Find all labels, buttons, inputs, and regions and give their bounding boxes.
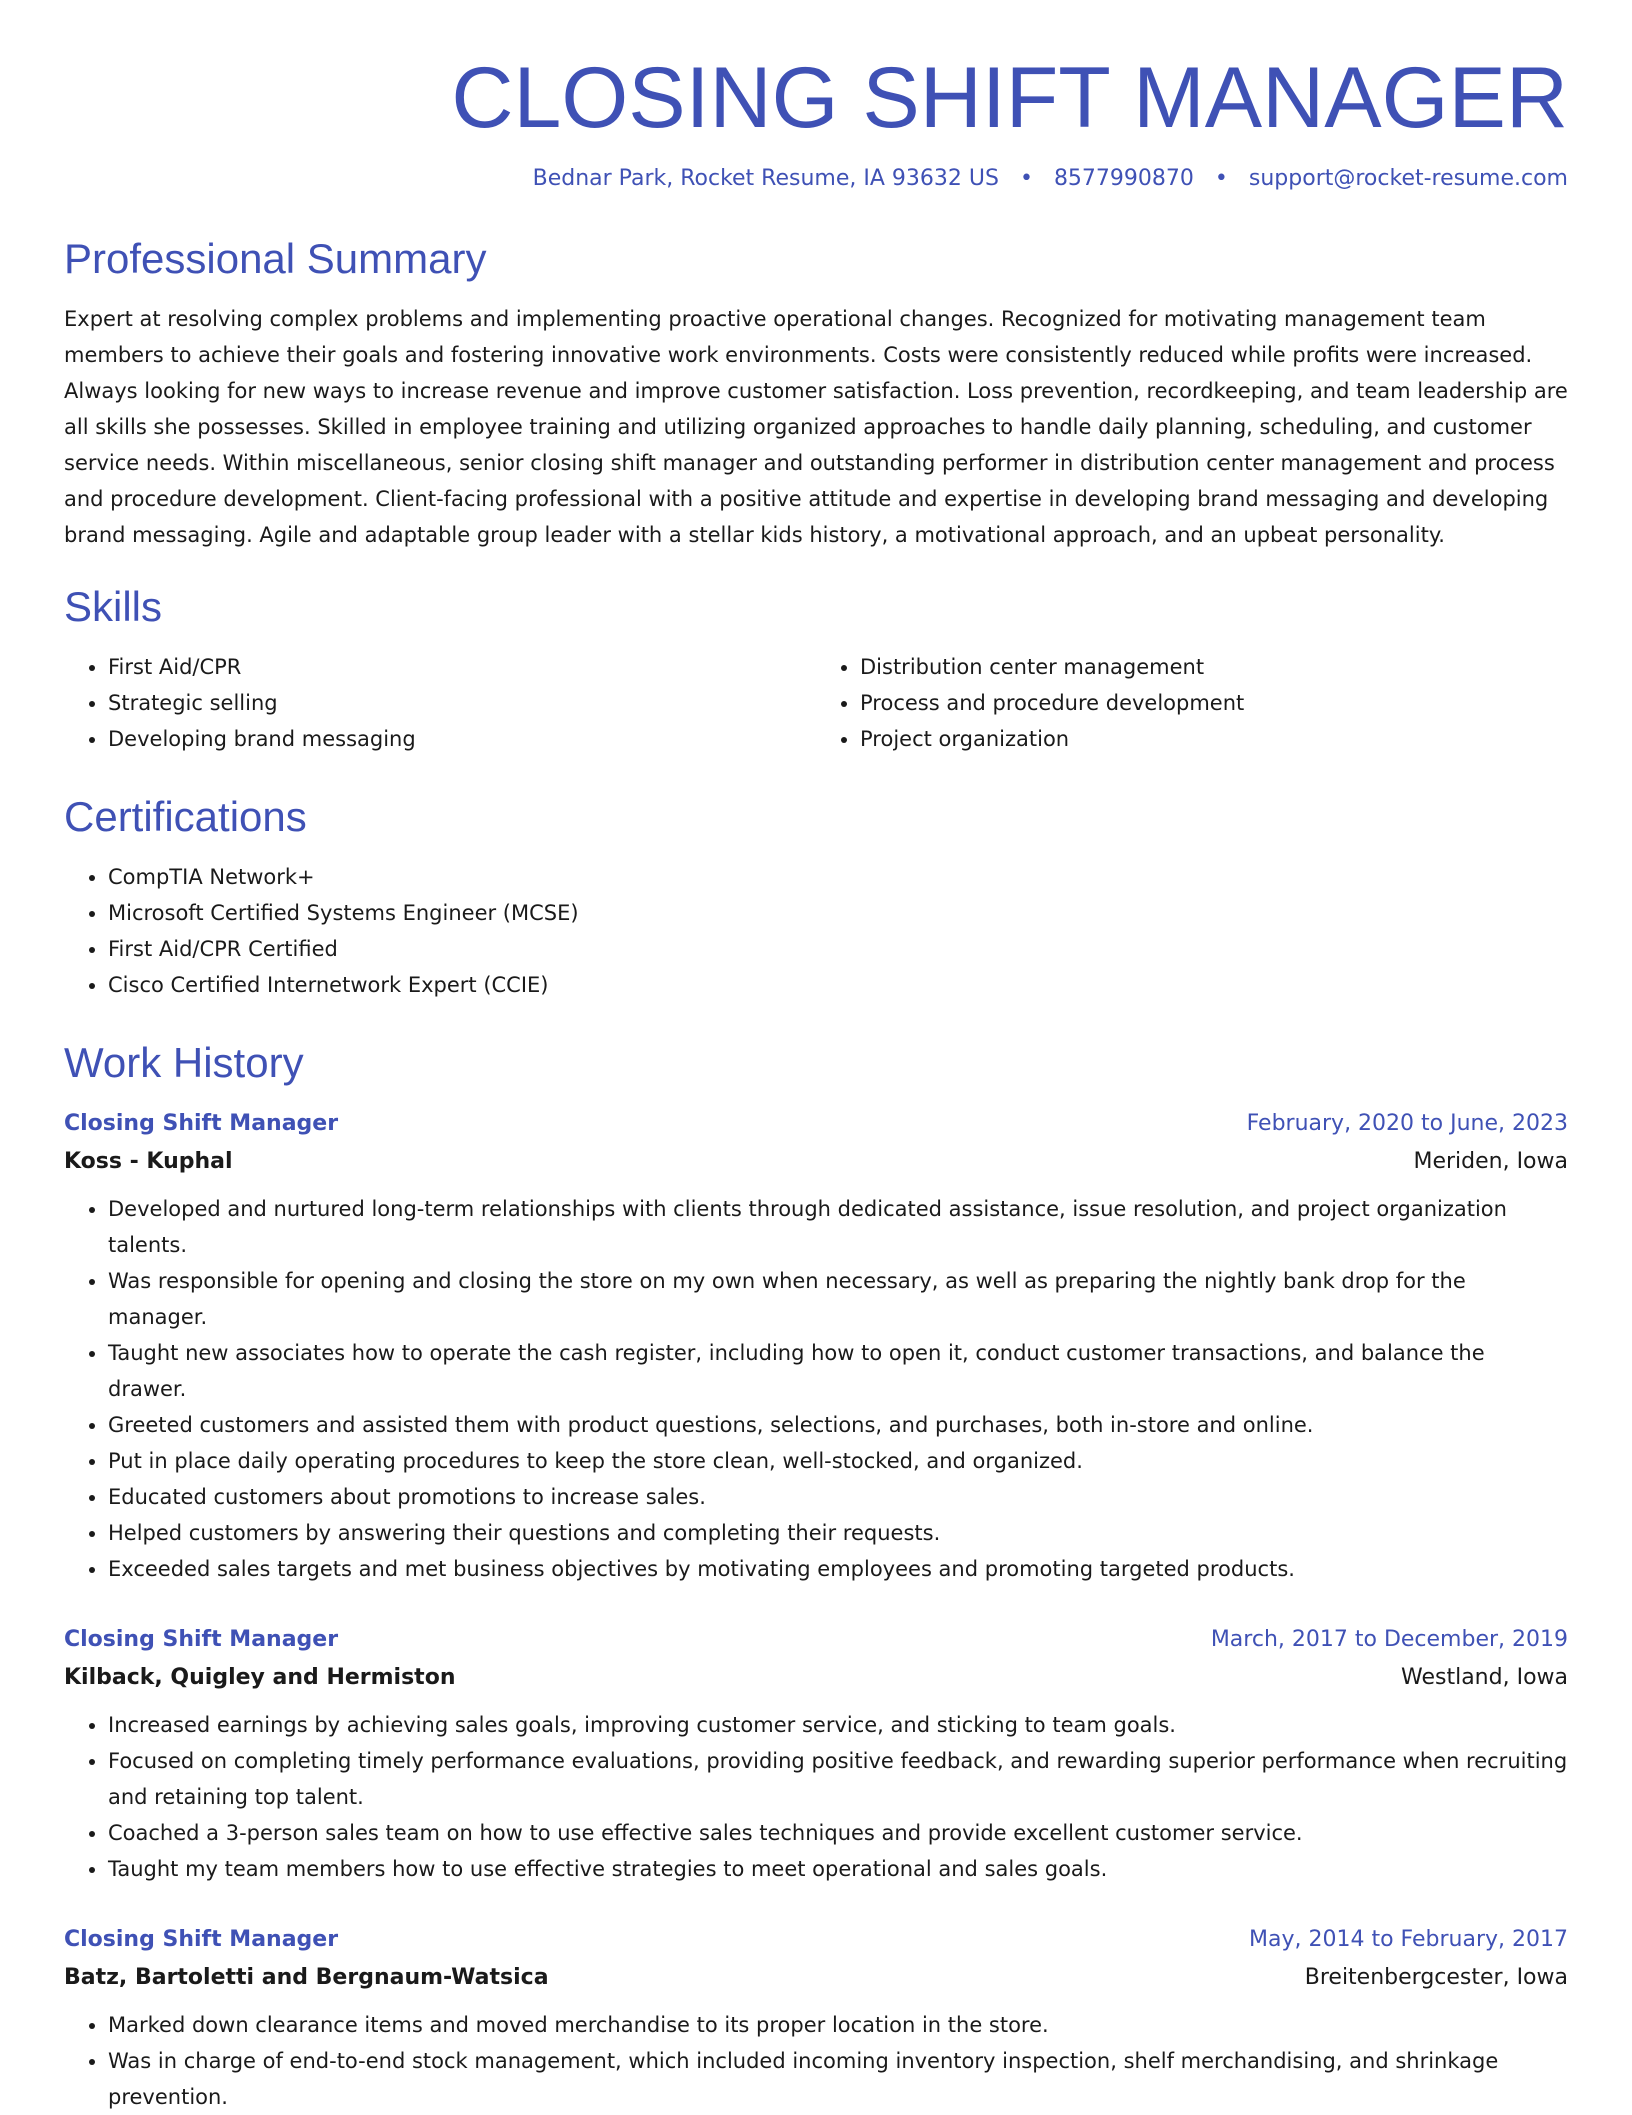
job-bullet: • Put in place daily operating procedures to keep the store clean, well-stocked, and organized. bbox=[108, 1443, 1568, 1479]
skill-item: • Developing brand messaging bbox=[108, 721, 816, 757]
job-bullet: • Greeted customers and assisted them with product questions, selections, and purchases, both in-store and online. bbox=[108, 1407, 1568, 1443]
contact-address: Bednar Park, Rocket Resume, IA 93632 US bbox=[532, 166, 999, 191]
certifications-list bbox=[64, 859, 1568, 1003]
certification-item: • First Aid/CPR Certified bbox=[108, 931, 1568, 967]
skill-item: • Project organization bbox=[860, 721, 1568, 757]
skill-item: • Distribution center management bbox=[860, 649, 1568, 685]
certifications-title: Certifications bbox=[64, 793, 307, 840]
job-location: Meriden, Iowa bbox=[1413, 1149, 1568, 1174]
job-bullet: • Was in charge of end-to-end stock management, which included incoming inventory inspection, shelf merchandising, and shrinkage prevention. bbox=[108, 2043, 1568, 2115]
summary-text: Expert at resolving complex problems and implementing proactive operational changes. Recognized for motivating management team members to achieve their goals and fostering innovative work environments. Costs were consistently reduced while profits were increased. Always looking for new ways to increase revenue and improve customer satisfaction. Loss prevention, recordkeeping, and team leadership are all skills she possesses. Skilled in employee training and utilizing organized approaches to handle daily planning, scheduling, and customer service needs. Within miscellaneous, senior closing shift manager and outstanding performer in distribution center management and process and procedure development. Client-facing professional with a positive attitude and expertise in developing brand messaging and developing brand messaging. Agile and adaptable group leader with a stellar kids history, a motivational approach, and an upbeat personality. bbox=[64, 307, 1568, 547]
job-bullet: • Was responsible for opening and closing the store on my own when necessary, as well as preparing the nightly bank drop for the manager. bbox=[108, 1263, 1568, 1335]
job-bullet: • Marked down clearance items and moved merchandise to its proper location in the store. bbox=[108, 2007, 1568, 2043]
job-dates: February, 2020 to June, 2023 bbox=[1246, 1111, 1568, 1136]
job-bullet: • Taught new associates how to operate the cash register, including how to open it, conduct customer transactions, and balance the drawer. bbox=[108, 1335, 1568, 1407]
job-bullets bbox=[64, 1191, 1568, 1587]
job-location: Breitenbergcester, Iowa bbox=[1304, 1965, 1568, 1990]
job-bullet: • Educated customers about promotions to increase sales. bbox=[108, 1479, 1568, 1515]
job-location: Westland, Iowa bbox=[1401, 1665, 1568, 1690]
job-entry bbox=[64, 1621, 1568, 1887]
skills-list bbox=[64, 649, 1568, 757]
contact-phone: 8577990870 bbox=[1053, 166, 1194, 191]
job-entry bbox=[64, 1105, 1568, 1587]
certification-item: • Cisco Certified Internetwork Expert (CCIE) bbox=[108, 967, 1568, 1003]
contact-separator: • bbox=[1214, 166, 1228, 191]
summary-title: Professional Summary bbox=[64, 235, 487, 282]
work-history-title: Work History bbox=[64, 1039, 304, 1086]
job-title: Closing Shift Manager bbox=[64, 1927, 339, 1952]
job-dates: May, 2014 to February, 2017 bbox=[1249, 1927, 1568, 1952]
job-header-row bbox=[64, 1621, 1568, 1659]
job-company-row bbox=[64, 1659, 1568, 1697]
job-bullet: • Increased earnings by achieving sales goals, improving customer service, and sticking to team goals. bbox=[108, 1707, 1568, 1743]
job-company: Batz, Bartoletti and Bergnaum-Watsica bbox=[64, 1965, 549, 1990]
job-header-row bbox=[64, 1921, 1568, 1959]
job-bullets bbox=[64, 1707, 1568, 1887]
job-company-row bbox=[64, 1143, 1568, 1181]
job-bullet: • Taught my team members how to use effective strategies to meet operational and sales goals. bbox=[108, 1851, 1568, 1887]
job-bullet: • Coached a 3-person sales team on how to use effective sales techniques and provide excellent customer service. bbox=[108, 1815, 1568, 1851]
job-bullet: • Focused on completing timely performance evaluations, providing positive feedback, and rewarding superior performance when recruiting and retaining top talent. bbox=[108, 1743, 1568, 1815]
job-title: Closing Shift Manager bbox=[64, 1627, 339, 1652]
certification-item: • CompTIA Network+ bbox=[108, 859, 1568, 895]
job-bullet: • Exceeded sales targets and met business objectives by motivating employees and promoting targeted products. bbox=[108, 1551, 1568, 1587]
resume-name: CLOSING SHIFT MANAGER bbox=[451, 50, 1568, 146]
job-bullet: • Helped customers by answering their questions and completing their requests. bbox=[108, 1515, 1568, 1551]
skill-item: • Process and procedure development bbox=[860, 685, 1568, 721]
job-company-row bbox=[64, 1959, 1568, 1997]
job-bullet: • Developed and nurtured long-term relationships with clients through dedicated assistance, issue resolution, and project organization talents. bbox=[108, 1191, 1568, 1263]
contact-email[interactable]: support@rocket-resume.com bbox=[1248, 166, 1568, 191]
job-bullets bbox=[64, 2007, 1568, 2115]
skill-item: • First Aid/CPR bbox=[108, 649, 816, 685]
contact-separator: • bbox=[1019, 166, 1033, 191]
job-entry bbox=[64, 1921, 1568, 2115]
skills-column-right bbox=[816, 649, 1568, 757]
certification-item: • Microsoft Certified Systems Engineer (MCSE) bbox=[108, 895, 1568, 931]
job-title: Closing Shift Manager bbox=[64, 1111, 339, 1136]
skill-item: • Strategic selling bbox=[108, 685, 816, 721]
skills-title: Skills bbox=[64, 583, 163, 630]
job-company: Kilback, Quigley and Hermiston bbox=[64, 1665, 456, 1690]
contact-line bbox=[64, 166, 1568, 191]
skills-column-left bbox=[64, 649, 816, 757]
job-company: Koss - Kuphal bbox=[64, 1149, 233, 1174]
job-header-row bbox=[64, 1105, 1568, 1143]
job-dates: March, 2017 to December, 2019 bbox=[1210, 1627, 1568, 1652]
